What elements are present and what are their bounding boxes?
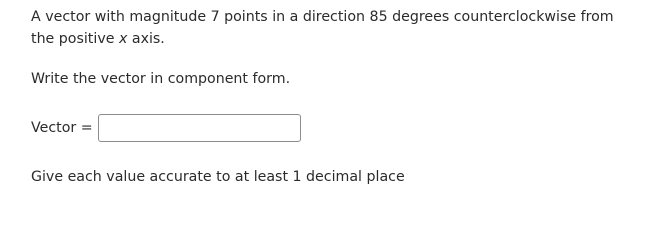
x-axis-variable: x — [118, 31, 128, 47]
instruction-text: Write the vector in component form. — [31, 71, 291, 87]
answer-row — [31, 113, 301, 143]
problem-statement-end: axis. — [127, 31, 165, 47]
precision-hint: Give each value accurate to at least 1 decimal place — [31, 169, 405, 185]
problem-statement — [31, 6, 641, 50]
problem-statement-text: A vector with magnitude 7 points in a direction 85 degrees counterclockwise from the positive — [31, 9, 614, 47]
vector-answer-input[interactable] — [98, 114, 301, 142]
vector-label: Vector = — [31, 120, 93, 136]
